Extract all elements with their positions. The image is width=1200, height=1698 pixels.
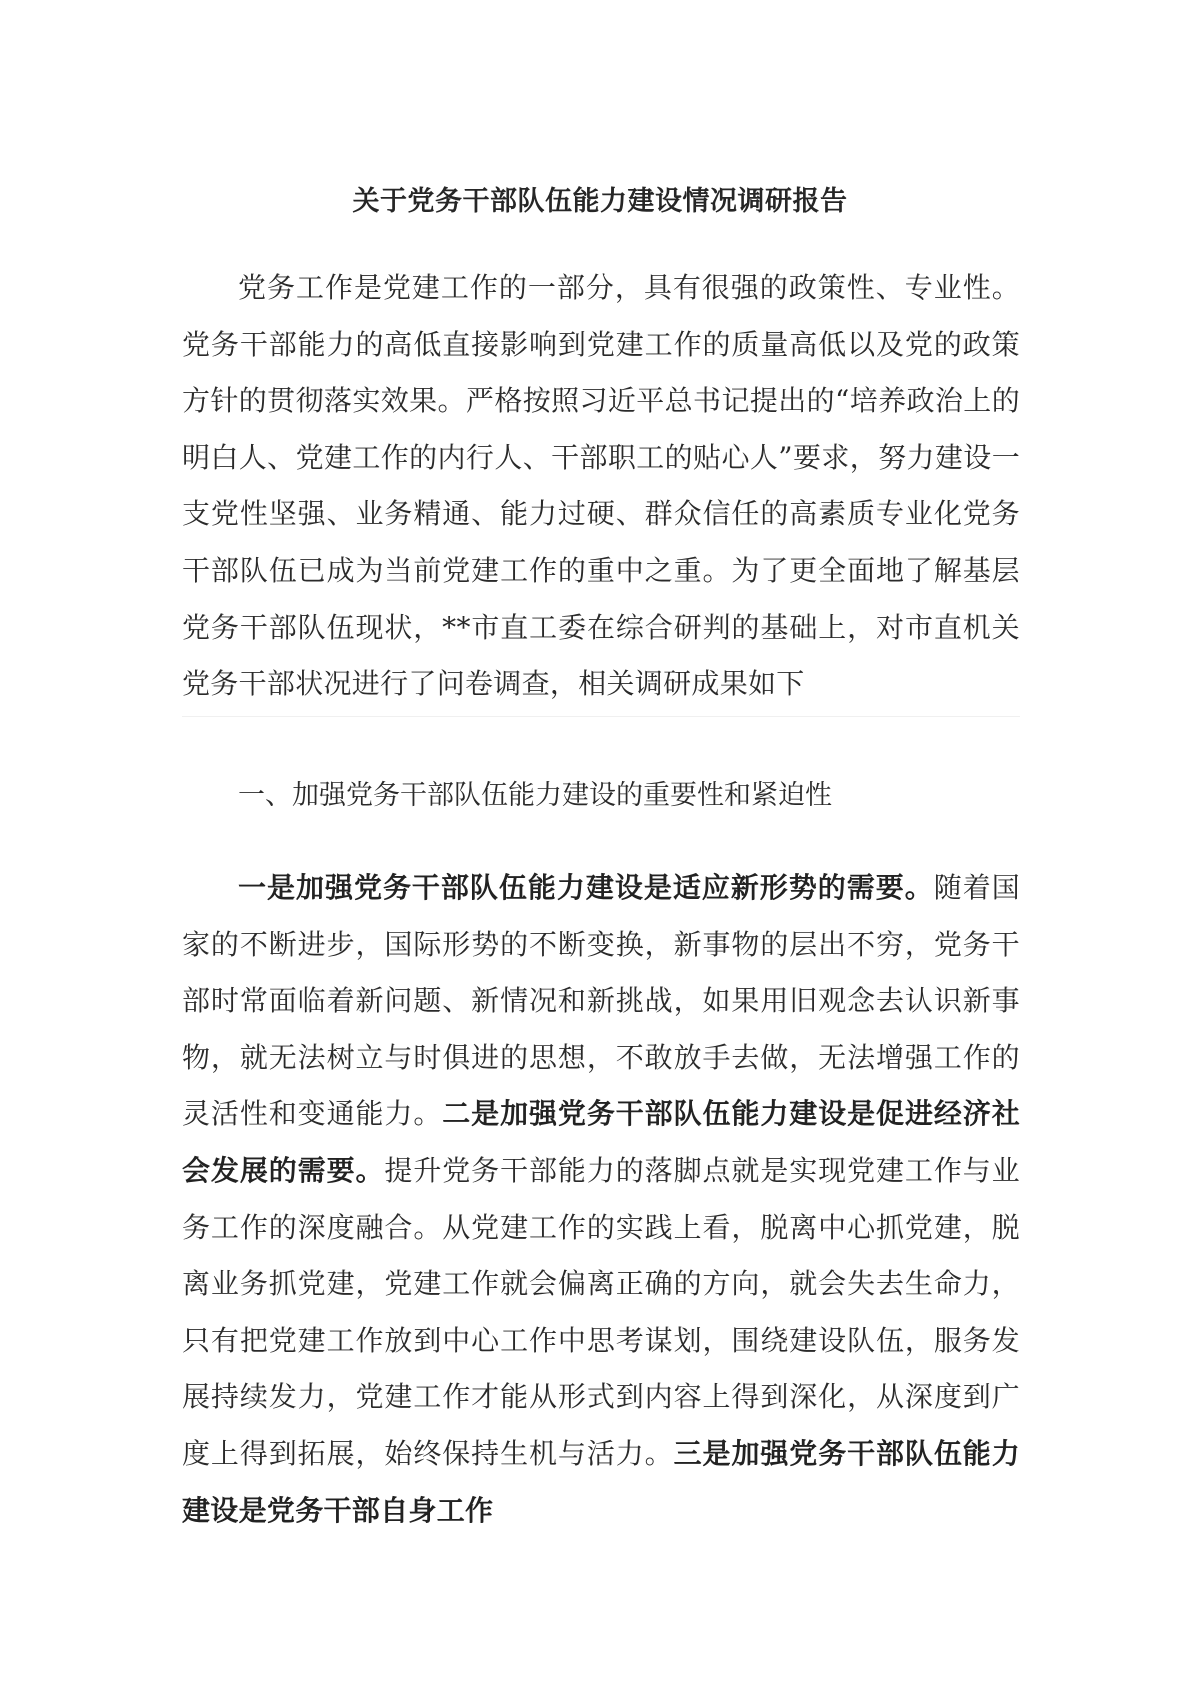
intro-paragraph: 党务工作是党建工作的一部分，具有很强的政策性、专业性。党务干部能力的高低直接影响到党建工作的质量高低以及党的政策方针的贯彻落实效果。严格按照习近平总书记提出的“培养政治上的明白人、党建工作的内行人、干部职工的贴心人”要求，努力建设一支党性坚强、业务精通、能力过硬、群众信任的高素质专业化党务干部队伍已成为当前党建工作的重中之重。为了更全面地了解基层党务干部队伍现状，**市直工委在综合研判的基础上，对市直机关党务干部状况进行了问卷调查，相关调研成果如下: [182, 271, 1020, 701]
lead-sentence-3: 三是加强党务干部队伍能力建设是党务干部自身工作: [182, 1436, 1020, 1527]
paragraph-divider: [182, 716, 1020, 717]
document-title: 关于党务干部队伍能力建设情况调研报告: [352, 186, 848, 217]
body-text-1: 随着国家的不断进步，国际形势的不断变换，新事物的层出不穷，党务干部时常面临着新问题、新情况和新挑战，如果用旧观念去认识新事物，就无法树立与时俱进的思想，不敢放手去做，无法增强工作的灵活性和变通能力。: [182, 871, 1020, 1131]
lead-sentence-1: 一是加强党务干部队伍能力建设是适应新形势的需要。: [238, 871, 934, 904]
lead-sentence-2: 二是加强党务干部队伍能力建设是促进经济社会发展的需要。: [182, 1097, 1020, 1187]
body-text-2: 提升党务干部能力的落脚点就是实现党建工作与业务工作的深度融合。从党建工作的实践上看，脱离中心抓党建，脱离业务抓党建，党建工作就会偏离正确的方向，就会失去生命力，只有把党建工作放到中心工作中思考谋划，围绕建设队伍，服务发展持续发力，党建工作才能从形式到内容上得到深化，从深度到广度上得到拓展，始终保持生机与活力。: [182, 1153, 1020, 1470]
section-heading: 一、加强党务干部队伍能力建设的重要性和紧迫性: [238, 780, 832, 811]
section-paragraph: [182, 860, 1020, 1539]
